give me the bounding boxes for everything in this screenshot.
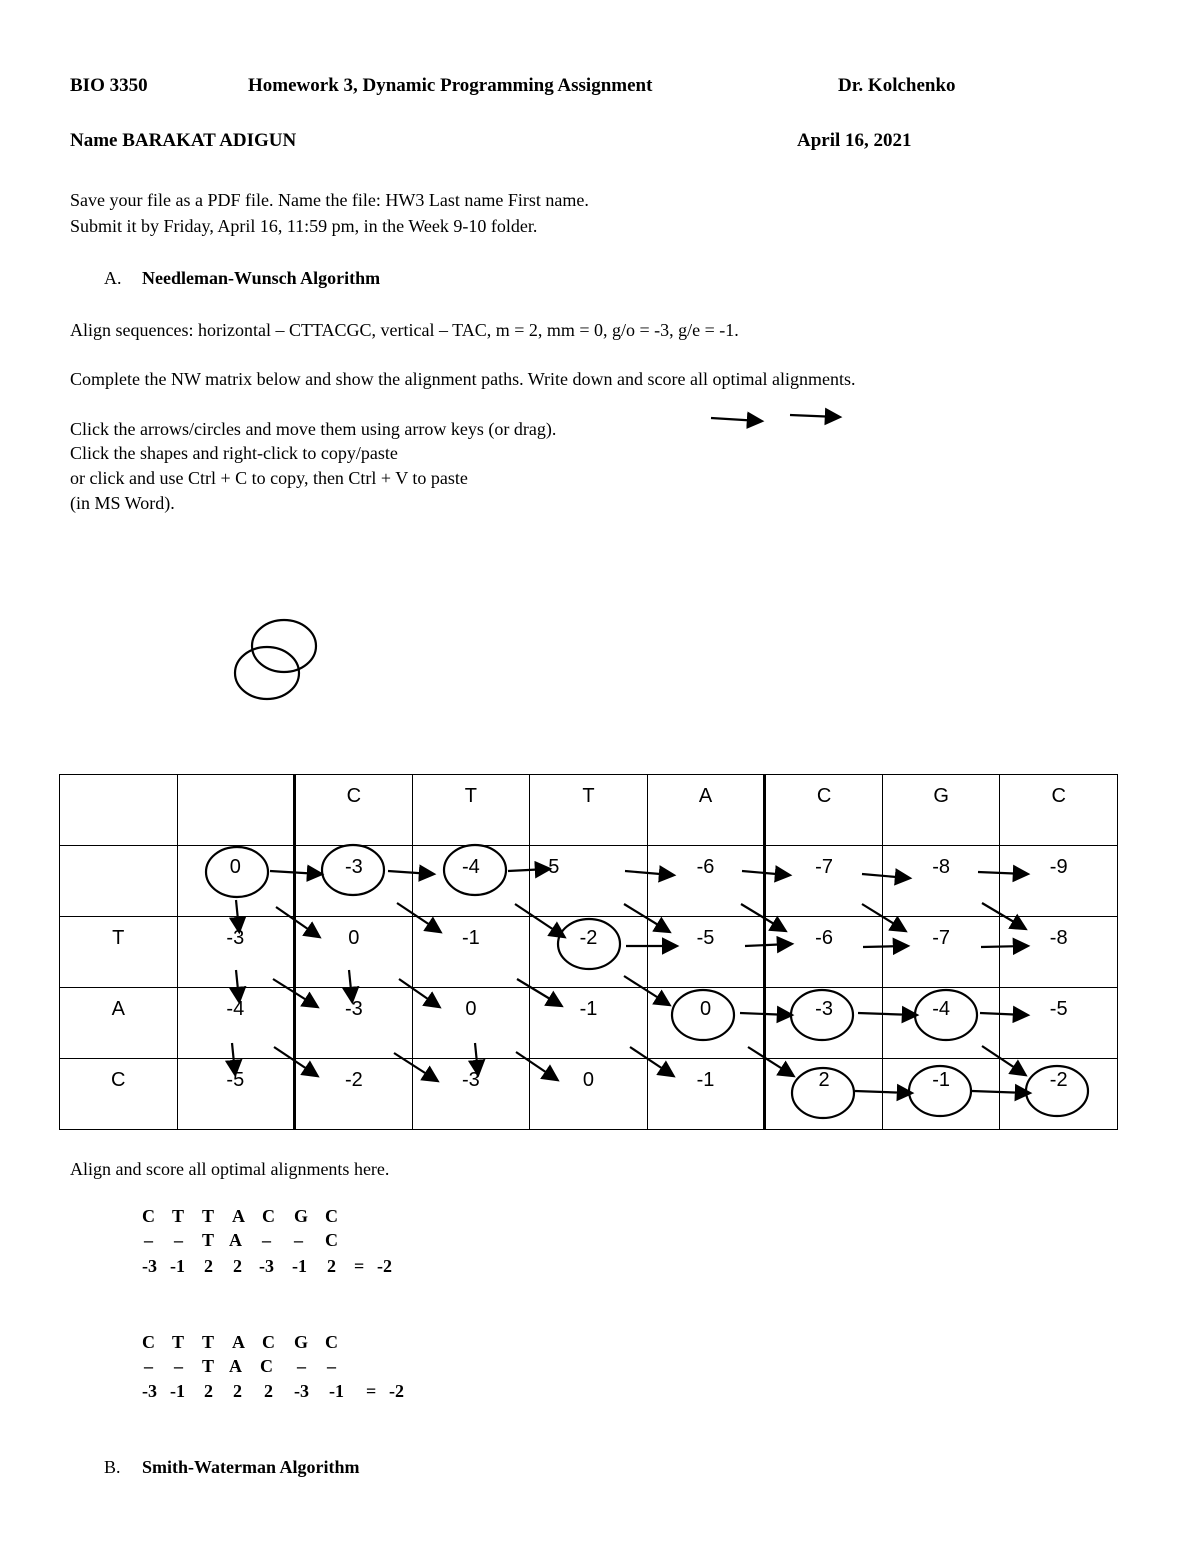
matrix-header-cell: G bbox=[882, 775, 1000, 846]
alignment-bottom-char: – bbox=[174, 1356, 183, 1376]
matrix-cell: -5 bbox=[177, 1059, 295, 1130]
alignment-bottom-char: T bbox=[202, 1356, 215, 1376]
matrix-cell: 2 bbox=[765, 1059, 883, 1130]
alignment-score: -1 bbox=[292, 1256, 307, 1276]
matrix-header-row bbox=[60, 775, 1118, 846]
alignment-top-char: T bbox=[172, 1206, 185, 1226]
alignment-bottom-char: T bbox=[202, 1230, 215, 1250]
matrix-header-cell: T bbox=[530, 775, 648, 846]
alignment-score: 2 bbox=[233, 1256, 242, 1276]
matrix-row-label: C bbox=[60, 1059, 178, 1130]
matrix-cell: -5 bbox=[1000, 988, 1118, 1059]
alignment-top-char: A bbox=[232, 1206, 245, 1226]
alignment-top-char: A bbox=[232, 1332, 245, 1352]
matrix-row bbox=[60, 846, 1118, 917]
alignment-bottom-char: C bbox=[325, 1230, 338, 1250]
instruction-save: Save your file as a PDF file. Name the file: HW3 Last name First name. bbox=[70, 190, 589, 210]
alignments-prompt: Align and score all optimal alignments here. bbox=[70, 1159, 390, 1179]
matrix-corner-cell bbox=[60, 775, 178, 846]
hint-copy-paste: Click the shapes and right-click to copy/paste bbox=[70, 443, 398, 463]
matrix-header-cell bbox=[177, 775, 295, 846]
alignment-bottom-char: – bbox=[144, 1230, 153, 1250]
matrix-cell: -2 bbox=[295, 1059, 413, 1130]
alignment-top-char: T bbox=[202, 1206, 215, 1226]
matrix-cell: -1 bbox=[530, 988, 648, 1059]
alignment-bottom-char: – bbox=[262, 1230, 271, 1250]
matrix-row-label: A bbox=[60, 988, 178, 1059]
matrix-header-cell: A bbox=[647, 775, 765, 846]
alignment-top-char: C bbox=[142, 1332, 155, 1352]
hint-move: Click the arrows/circles and move them using arrow keys (or drag). bbox=[70, 419, 557, 439]
matrix-cell: 0 bbox=[295, 917, 413, 988]
matrix-cell: 0 bbox=[177, 846, 295, 917]
matrix-cell: -4 bbox=[412, 846, 530, 917]
alignment-top-char: G bbox=[294, 1206, 309, 1226]
alignment-score: 2 bbox=[204, 1256, 213, 1276]
matrix-cell: -1 bbox=[412, 917, 530, 988]
matrix-header-cell: C bbox=[1000, 775, 1118, 846]
matrix-cell: -7 bbox=[765, 846, 883, 917]
alignment-score: -1 bbox=[329, 1381, 344, 1401]
date: April 16, 2021 bbox=[797, 130, 912, 151]
matrix-cell: -6 bbox=[647, 846, 765, 917]
matrix-cell: -1 bbox=[647, 1059, 765, 1130]
hint-ctrl-keys: or click and use Ctrl + C to copy, then Ctrl + V to paste bbox=[70, 468, 468, 488]
matrix-row bbox=[60, 917, 1118, 988]
alignment-score: -3 bbox=[142, 1381, 157, 1401]
matrix-cell: -8 bbox=[882, 846, 1000, 917]
matrix-cell: -9 bbox=[1000, 846, 1118, 917]
sample-arrow[interactable] bbox=[790, 415, 838, 417]
instructor-name: Dr. Kolchenko bbox=[838, 75, 956, 96]
matrix-cell: -8 bbox=[1000, 917, 1118, 988]
alignment-bottom-char: A bbox=[229, 1356, 242, 1376]
alignment-score: -1 bbox=[170, 1381, 185, 1401]
alignment-top-char: C bbox=[142, 1206, 155, 1226]
matrix-cell: -7 bbox=[882, 917, 1000, 988]
matrix-cell: -1 bbox=[882, 1059, 1000, 1130]
matrix-cell: -3 bbox=[765, 988, 883, 1059]
hint-ms-word: (in MS Word). bbox=[70, 493, 175, 513]
matrix-row-label bbox=[60, 846, 178, 917]
matrix-cell: -2 bbox=[530, 917, 648, 988]
alignment-bottom-char: – bbox=[174, 1230, 183, 1250]
matrix-row-label: T bbox=[60, 917, 178, 988]
alignment-bottom-char: – bbox=[144, 1356, 153, 1376]
matrix-cell: -6 bbox=[765, 917, 883, 988]
section-b-marker: B. bbox=[104, 1457, 121, 1477]
matrix-cell: -5 bbox=[530, 846, 648, 917]
course-code: BIO 3350 bbox=[70, 75, 148, 96]
alignment-top-char: C bbox=[262, 1206, 275, 1226]
alignment-top-char: T bbox=[172, 1332, 185, 1352]
sample-circle[interactable] bbox=[252, 620, 316, 672]
matrix-header-cell: T bbox=[412, 775, 530, 846]
alignment-bottom-char: A bbox=[229, 1230, 242, 1250]
task-align-sequences: Align sequences: horizontal – CTTACGC, vertical – TAC, m = 2, mm = 0, g/o = -3, g/e = -1. bbox=[70, 320, 739, 340]
alignment-top-char: C bbox=[325, 1332, 338, 1352]
matrix-cell: -4 bbox=[177, 988, 295, 1059]
alignment-total: -2 bbox=[377, 1256, 392, 1276]
section-b-title: Smith-Waterman Algorithm bbox=[142, 1457, 360, 1477]
matrix-cell: -5 bbox=[647, 917, 765, 988]
alignment-score: 2 bbox=[327, 1256, 336, 1276]
matrix-cell: 0 bbox=[530, 1059, 648, 1130]
instruction-submit: Submit it by Friday, April 16, 11:59 pm, in the Week 9-10 folder. bbox=[70, 216, 538, 236]
matrix-cell: -3 bbox=[177, 917, 295, 988]
alignment-bottom-char: – bbox=[327, 1356, 336, 1376]
alignment-bottom-char: C bbox=[260, 1356, 273, 1376]
sample-circle[interactable] bbox=[235, 647, 299, 699]
section-a-marker: A. bbox=[104, 268, 122, 288]
alignment-score: 2 bbox=[233, 1381, 242, 1401]
matrix-cell: -3 bbox=[295, 988, 413, 1059]
section-a-title: Needleman-Wunsch Algorithm bbox=[142, 268, 381, 288]
alignment-top-char: C bbox=[325, 1206, 338, 1226]
matrix-cell: 0 bbox=[412, 988, 530, 1059]
sample-arrow[interactable] bbox=[711, 418, 760, 421]
matrix-row bbox=[60, 988, 1118, 1059]
assignment-title: Homework 3, Dynamic Programming Assignment bbox=[248, 75, 653, 96]
alignment-bottom-char: – bbox=[294, 1230, 303, 1250]
matrix-row bbox=[60, 1059, 1118, 1130]
alignment-top-char: T bbox=[202, 1332, 215, 1352]
alignment-top-char: G bbox=[294, 1332, 309, 1352]
alignment-equals: = bbox=[354, 1256, 365, 1276]
alignment-bottom-char: – bbox=[297, 1356, 306, 1376]
matrix-header-cell: C bbox=[295, 775, 413, 846]
task-complete-matrix: Complete the NW matrix below and show the alignment paths. Write down and score all optimal alignments. bbox=[70, 369, 856, 389]
alignment-score: -3 bbox=[259, 1256, 274, 1276]
matrix-cell: -3 bbox=[295, 846, 413, 917]
alignment-score: 2 bbox=[264, 1381, 273, 1401]
matrix-cell: 0 bbox=[647, 988, 765, 1059]
alignment-score: -1 bbox=[170, 1256, 185, 1276]
matrix-cell: -4 bbox=[882, 988, 1000, 1059]
matrix-cell: -2 bbox=[1000, 1059, 1118, 1130]
alignment-score: -3 bbox=[294, 1381, 309, 1401]
alignment-score: 2 bbox=[204, 1381, 213, 1401]
matrix-header-cell: C bbox=[765, 775, 883, 846]
student-name-line: Name BARAKAT ADIGUN bbox=[70, 130, 297, 151]
alignment-total: -2 bbox=[389, 1381, 404, 1401]
alignment-score: -3 bbox=[142, 1256, 157, 1276]
nw-matrix bbox=[59, 774, 1118, 1130]
alignment-top-char: C bbox=[262, 1332, 275, 1352]
alignment-equals: = bbox=[366, 1381, 377, 1401]
matrix-cell: -3 bbox=[412, 1059, 530, 1130]
